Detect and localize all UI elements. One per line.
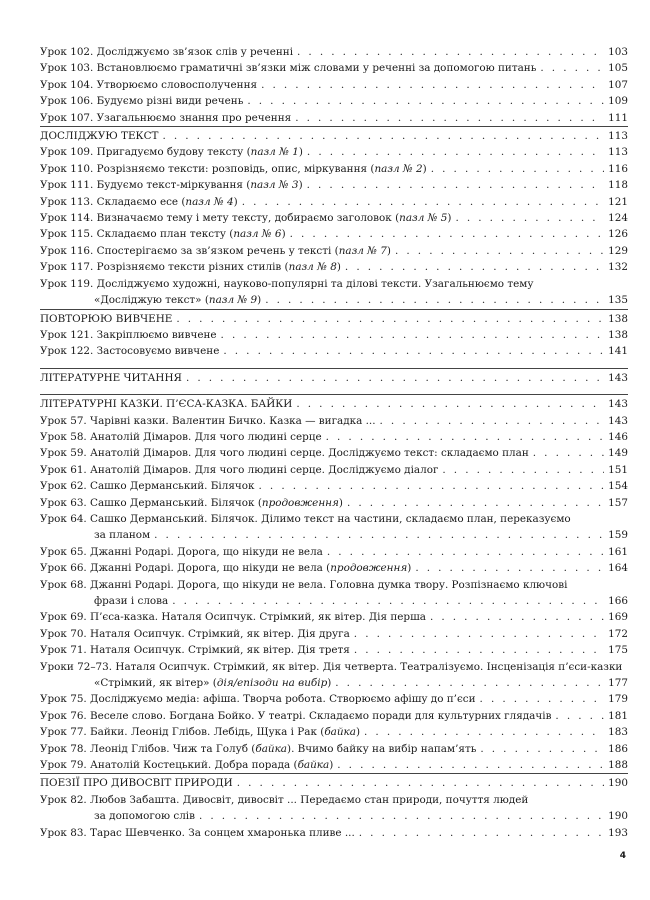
toc-entry-title: Урок 109. Пригадуємо будову тексту (пазл № 1) xyxy=(40,146,303,159)
toc-entry-title: Урок 114. Визначаємо тему і мету тексту, добираємо заголовок (пазл № 5) xyxy=(40,212,452,225)
toc-entry-title: за допомогою слів xyxy=(94,810,195,823)
toc-page-number: 172 xyxy=(608,627,628,640)
toc-entry-title: Урок 63. Сашко Дерманський. Білячок (продовження) xyxy=(40,496,343,509)
toc-page-number: 146 xyxy=(608,430,628,443)
toc-entry xyxy=(40,495,628,511)
toc-entry xyxy=(40,527,628,543)
toc-page-number: 190 xyxy=(608,777,628,790)
toc-page-number: 132 xyxy=(608,261,628,274)
toc-entry xyxy=(40,413,628,429)
toc-section-heading xyxy=(40,309,628,327)
toc-entry xyxy=(40,462,628,478)
toc-entry xyxy=(40,741,628,757)
toc-page-number: 154 xyxy=(608,480,628,493)
toc-entry-title: Урок 83. Тарас Шевченко. За сонцем хмаронька пливе ... xyxy=(40,826,355,839)
dot-leader xyxy=(480,691,605,707)
toc-entry-title: Урок 69. П’єса-казка. Наталя Осипчук. Стрімкий, як вітер. Дія перша xyxy=(40,611,426,624)
toc-page-number: 166 xyxy=(608,595,628,607)
toc-entry xyxy=(40,593,628,609)
toc-entry-title: Урок 104. Утворюємо словосполучення xyxy=(40,78,258,91)
toc-entry-title: Урок 78. Леонід Глібов. Чиж та Голуб (байка). Вчимо байку на вибір напам’ять xyxy=(40,742,477,755)
toc-entry-title: Урок 77. Байки. Леонід Глібов. Лебідь, Щука і Рак (байка) xyxy=(40,726,361,739)
toc-page-number: 190 xyxy=(608,810,628,823)
toc-page-number: 188 xyxy=(608,759,628,772)
toc-entry-title: ЛІТЕРАТУРНЕ ЧИТАННЯ xyxy=(40,371,182,384)
dot-leader xyxy=(540,60,604,76)
toc-entry xyxy=(40,724,628,740)
dot-leader xyxy=(364,724,604,740)
toc-page-number: 177 xyxy=(608,677,628,690)
dot-leader xyxy=(237,775,604,791)
toc-entry-title: Урок 121. Закріплюємо вивчене xyxy=(40,328,217,341)
toc-entry-title: Урок 111. Будуємо текст-міркування (пазл № 3) xyxy=(40,179,303,192)
toc-entry-title: Урок 71. Наталя Осипчук. Стрімкий, як вітер. Дія третя xyxy=(40,644,350,657)
dot-leader xyxy=(480,741,604,757)
toc-entry-title: Урок 103. Встановлюємо граматичні зв’язки між словами у реченні за допомогою питань xyxy=(40,62,537,75)
toc-page-number: 129 xyxy=(608,244,628,257)
toc-entry xyxy=(40,93,628,109)
toc-page-number: 161 xyxy=(608,545,628,558)
toc-entry xyxy=(40,478,628,494)
toc-page-number: 149 xyxy=(608,447,628,460)
toc-entry-title: Урок 113. Складаємо есе (пазл № 4) xyxy=(40,195,238,208)
dot-leader xyxy=(335,675,604,691)
dot-leader xyxy=(297,44,604,60)
toc-entry-title: Урок 57. Чарівні казки. Валентин Бичко. Казка — вигадка ... xyxy=(40,414,376,427)
toc-page-number: 169 xyxy=(608,611,628,624)
toc-page-number: 179 xyxy=(608,693,628,706)
toc-entry xyxy=(40,276,628,292)
toc-entry xyxy=(40,144,628,160)
dot-leader xyxy=(259,478,605,494)
dot-leader xyxy=(221,327,605,343)
dot-leader xyxy=(415,560,604,576)
toc-entry xyxy=(40,110,628,126)
dot-leader xyxy=(290,226,605,242)
dot-leader xyxy=(555,708,604,724)
toc-entry xyxy=(40,659,628,675)
toc-entry xyxy=(40,292,628,308)
toc-page-number: 175 xyxy=(608,644,628,657)
toc-page-number: 159 xyxy=(608,529,628,542)
toc-entry-title: Урок 58. Анатолій Дімаров. Для чого людині серце xyxy=(40,430,322,443)
dot-leader xyxy=(247,93,604,109)
toc-page-number: 135 xyxy=(608,294,628,307)
dot-leader xyxy=(442,462,604,478)
toc-entry-title: Урок 122. Застосовуємо вивчене xyxy=(40,345,220,358)
toc-page-number: 143 xyxy=(608,398,628,411)
dot-leader xyxy=(242,194,604,210)
dot-leader xyxy=(533,445,604,461)
toc-section-heading xyxy=(40,126,628,144)
toc-entry xyxy=(40,511,628,527)
toc-entry-title: Урок 82. Любов Забашта. Дивосвіт, дивосвіт ... Передаємо стан природи, почуття людей xyxy=(40,793,529,806)
toc-entry xyxy=(40,60,628,76)
toc-page-number: 181 xyxy=(608,709,628,722)
toc-page-number: 116 xyxy=(608,162,628,175)
toc-entry-title: Урок 61. Анатолій Дімаров. Для чого людині серце. Досліджуємо діалог xyxy=(40,463,439,476)
toc-page-number: 124 xyxy=(608,212,628,225)
toc-page-number: 121 xyxy=(608,195,628,208)
dot-leader xyxy=(162,128,604,144)
toc-entry xyxy=(40,226,628,242)
toc-entry xyxy=(40,445,628,461)
toc-page-number: 186 xyxy=(608,742,628,755)
toc-page-number: 151 xyxy=(608,463,628,476)
dot-leader xyxy=(154,527,604,543)
toc-entry-title: ДОСЛІДЖУЮ ТЕКСТ xyxy=(40,130,159,143)
toc-entry xyxy=(40,626,628,642)
toc-page-number: 157 xyxy=(608,496,628,509)
dot-leader xyxy=(296,396,604,412)
toc-page-number: 143 xyxy=(608,414,628,427)
dot-leader xyxy=(354,642,604,658)
toc-entry-title: Урок 64. Сашко Дерманський. Білячок. Ділимо текст на частини, складаємо план, переказуємо xyxy=(40,512,571,525)
toc-entry-title: Урок 75. Досліджуємо медіа: афіша. Творча робота. Створюємо афішу до п’єси xyxy=(40,693,476,706)
dot-leader xyxy=(354,626,604,642)
toc-entry xyxy=(40,757,628,773)
dot-leader xyxy=(380,413,605,429)
toc-entry xyxy=(40,44,628,60)
toc-entry xyxy=(40,259,628,275)
toc-entry xyxy=(40,675,628,691)
toc-entry xyxy=(40,642,628,658)
toc-entry-title: Урок 102. Досліджуємо зв’язок слів у реченні xyxy=(40,46,294,58)
dot-leader xyxy=(431,161,604,177)
spacer xyxy=(40,386,628,394)
dot-leader xyxy=(455,210,604,226)
toc-entry-title: Урок 116. Спостерігаємо за зв’язком речень у тексті (пазл № 7) xyxy=(40,244,391,257)
toc-entry xyxy=(40,210,628,226)
toc-entry-title: ПОЕЗІЇ ПРО ДИВОСВІТ ПРИРОДИ xyxy=(40,777,233,790)
dot-leader xyxy=(359,825,604,841)
toc-entry-title: Урок 76. Веселе слово. Богдана Бойко. У театрі. Складаємо поради для культурних глядачів xyxy=(40,709,552,722)
toc-section-heading xyxy=(40,394,628,412)
toc-entry xyxy=(40,544,628,560)
toc-entry xyxy=(40,808,628,824)
toc-page-number: 138 xyxy=(608,328,628,341)
toc-entry-title: «Досліджую текст» (пазл № 9) xyxy=(94,294,262,307)
toc-page-number: 113 xyxy=(608,130,628,143)
dot-leader xyxy=(430,609,604,625)
toc-entry-title: Уроки 72–73. Наталя Осипчук. Стрімкий, як вітер. Дія четверта. Театралізуємо. Інсценізація п’єси-казки xyxy=(40,660,623,673)
toc-entry-title: Урок 117. Розрізняємо тексти різних стилів (пазл № 8) xyxy=(40,261,341,274)
dot-leader xyxy=(307,177,605,193)
toc-section-heading xyxy=(40,368,628,386)
toc-entry xyxy=(40,708,628,724)
dot-leader xyxy=(337,757,604,773)
toc-page-number: 118 xyxy=(608,179,628,192)
toc-entry-title: ПОВТОРЮЮ ВИВЧЕНЕ xyxy=(40,312,173,325)
toc-entry xyxy=(40,177,628,193)
toc-entry-title: Урок 68. Джанні Родарі. Дорога, що нікуди не вела. Головна думка твору. Розпізнаємо ключові xyxy=(40,578,568,591)
dot-leader xyxy=(176,311,604,327)
dot-leader xyxy=(295,110,604,126)
dot-leader xyxy=(327,544,604,560)
toc-entry-title: Урок 66. Джанні Родарі. Дорога, що нікуди не вела (продовження) xyxy=(40,562,412,575)
toc-entry xyxy=(40,792,628,808)
dot-leader xyxy=(172,593,604,609)
dot-leader xyxy=(186,370,604,386)
toc-entry-title: Урок 65. Джанні Родарі. Дорога, що нікуди не вела xyxy=(40,545,323,558)
toc-page-number: 107 xyxy=(608,78,628,91)
toc-entry-title: фрази і слова xyxy=(94,595,169,607)
toc-page-number: 141 xyxy=(608,345,628,358)
toc-entry xyxy=(40,429,628,445)
dot-leader xyxy=(199,808,604,824)
toc-entry-title: Урок 115. Складаємо план тексту (пазл № 6) xyxy=(40,228,286,241)
toc-page-number: 138 xyxy=(608,312,628,325)
toc-entry xyxy=(40,560,628,576)
toc-entry-title: за планом xyxy=(94,529,151,542)
toc-entry-title: Урок 70. Наталя Осипчук. Стрімкий, як вітер. Дія друга xyxy=(40,627,350,640)
toc-page-number: 143 xyxy=(608,371,628,384)
toc-page-number: 105 xyxy=(608,62,628,75)
toc-entry-title: Урок 79. Анатолій Костецький. Добра порада (байка) xyxy=(40,759,334,772)
toc-entry-title: Урок 59. Анатолій Дімаров. Для чого людині серце. Досліджуємо текст: складаємо план xyxy=(40,447,529,460)
toc-entry xyxy=(40,77,628,93)
toc-entry xyxy=(40,194,628,210)
spacer xyxy=(40,360,628,368)
toc-page-number: 109 xyxy=(608,95,628,108)
toc-entry-title: Урок 110. Розрізняємо тексти: розповідь, опис, міркування (пазл № 2) xyxy=(40,162,427,175)
toc-page-number: 126 xyxy=(608,228,628,241)
dot-leader xyxy=(326,429,605,445)
dot-leader xyxy=(261,77,604,93)
toc-page-number: 113 xyxy=(608,146,628,159)
dot-leader xyxy=(395,243,604,259)
toc-entry xyxy=(40,609,628,625)
toc-entry-title: Урок 107. Узагальнюємо знання про речення xyxy=(40,111,292,124)
toc-entry xyxy=(40,343,628,359)
toc-entry-title: Урок 62. Сашко Дерманський. Білячок xyxy=(40,480,255,493)
dot-leader xyxy=(307,144,604,160)
page-number: 4 xyxy=(619,851,626,861)
toc-entry xyxy=(40,825,628,841)
toc-page-number: 164 xyxy=(608,562,628,575)
toc-page-number: 193 xyxy=(608,826,628,839)
toc-entry xyxy=(40,577,628,593)
toc-entry xyxy=(40,327,628,343)
toc-entry-title: Урок 119. Досліджуємо художні, науково-популярні та ділові тексти. Узагальнюємо тему xyxy=(40,277,534,290)
toc-page-number: 111 xyxy=(608,111,628,124)
toc-entry-title: Урок 106. Будуємо різні види речень xyxy=(40,95,244,108)
toc-section-heading xyxy=(40,773,628,791)
dot-leader xyxy=(347,495,604,511)
dot-leader xyxy=(345,259,604,275)
toc-entry xyxy=(40,691,628,707)
dot-leader xyxy=(265,292,604,308)
toc-entry-title: «Стрімкий, як вітер» (дія/епізоди на вибір) xyxy=(94,677,332,690)
toc-entry xyxy=(40,243,628,259)
table-of-contents xyxy=(40,44,628,841)
toc-entry xyxy=(40,161,628,177)
dot-leader xyxy=(223,343,604,359)
toc-entry-title: ЛІТЕРАТУРНІ КАЗКИ. П’ЄСА-КАЗКА. БАЙКИ xyxy=(40,398,293,411)
toc-page-number: 183 xyxy=(608,726,628,739)
toc-page-number: 103 xyxy=(608,46,628,58)
